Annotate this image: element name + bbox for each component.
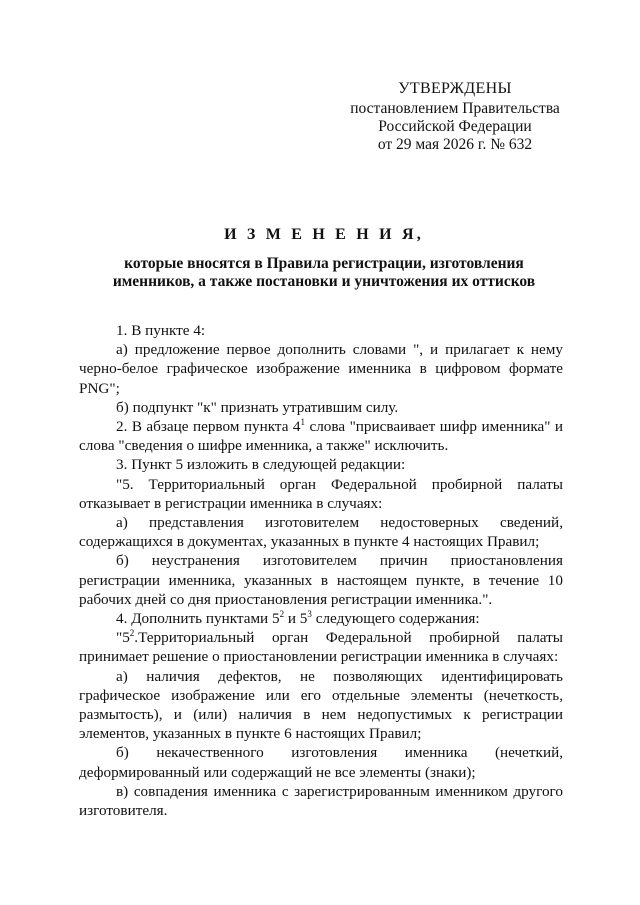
paragraph-text: слова "присваивает шифр именника" и слова "сведения о шифре именника, а также" исключить. [79, 418, 564, 455]
heading-subtitle: которые вносятся в Правила регистрации, изготовления [124, 255, 524, 272]
paragraph: б) некачественного изготовления именника (нечеткий, деформированный или содержащий не все элементы (знаки); [79, 744, 563, 781]
paragraph: 3. Пункт 5 изложить в следующей редакции: [116, 456, 406, 474]
paragraph: в) совпадения именника с зарегистрированным именником другого изготовителя. [79, 782, 563, 820]
paragraph-text: следующего содержания: [311, 610, 480, 628]
paragraph-text: .Территориальный орган Федеральной пробирной палаты принимает решение о приостановлении регистрации именника в случаях: [79, 629, 563, 666]
approval-line: Российской Федерации [378, 118, 532, 135]
paragraph-text: и 5 [284, 610, 308, 628]
document-body [79, 321, 563, 820]
heading-title: И З М Е Н Е Н И Я, [224, 226, 424, 243]
superscript: 2 [129, 628, 135, 639]
superscript: 2 [279, 609, 285, 620]
paragraph: 1. В пункте 4: [116, 322, 206, 339]
approval-date: от 29 мая 2026 г. № 632 [377, 136, 533, 153]
heading-subtitle: именников, а также постановки и уничтожения их оттисков [112, 273, 536, 290]
approval-line: постановлением Правительства [350, 100, 560, 117]
paragraph: а) предложение первое дополнить словами ", и прилагает к нему черно-белое графическое изображение именника в цифровом формате PNG"; [79, 341, 563, 397]
paragraph: "5. Территориальный орган Федеральной пробирной палаты отказывает в регистрации именника в случаях: [79, 475, 563, 512]
superscript: 1 [300, 417, 306, 428]
superscript: 3 [307, 609, 312, 620]
approval-block [340, 80, 570, 154]
paragraph-text: 4. Дополнить пунктами 5 [116, 610, 280, 628]
approval-title: УТВЕРЖДЕНЫ [398, 80, 512, 97]
paragraph-text: 2. В абзаце первом пункта 4 [116, 418, 301, 436]
paragraph-text: "5 [116, 629, 130, 647]
paragraph: а) представления изготовителем недостоверных сведений, содержащихся в документах, указанных в пункте 4 настоящих Правил; [79, 514, 563, 551]
paragraph: б) подпункт "к" признать утратившим силу. [116, 398, 399, 416]
paragraph [79, 609, 563, 628]
paragraph [79, 628, 563, 666]
paragraph [79, 417, 563, 455]
paragraph: а) наличия дефектов, не позволяющих идентифицировать графическое изображение или его отдельные элементы (нечеткость, размытость), и (или) наличия в нем недопустимых к регистрации элементов, указанных в пункте 6 настоящих Правил; [79, 667, 563, 743]
document-heading [60, 226, 588, 291]
paragraph: б) неустранения изготовителем причин приостановления регистрации именника, указанных в настоящем пункте, в течение 10 рабочих дней со дня приостановления регистрации именника.". [79, 552, 563, 608]
